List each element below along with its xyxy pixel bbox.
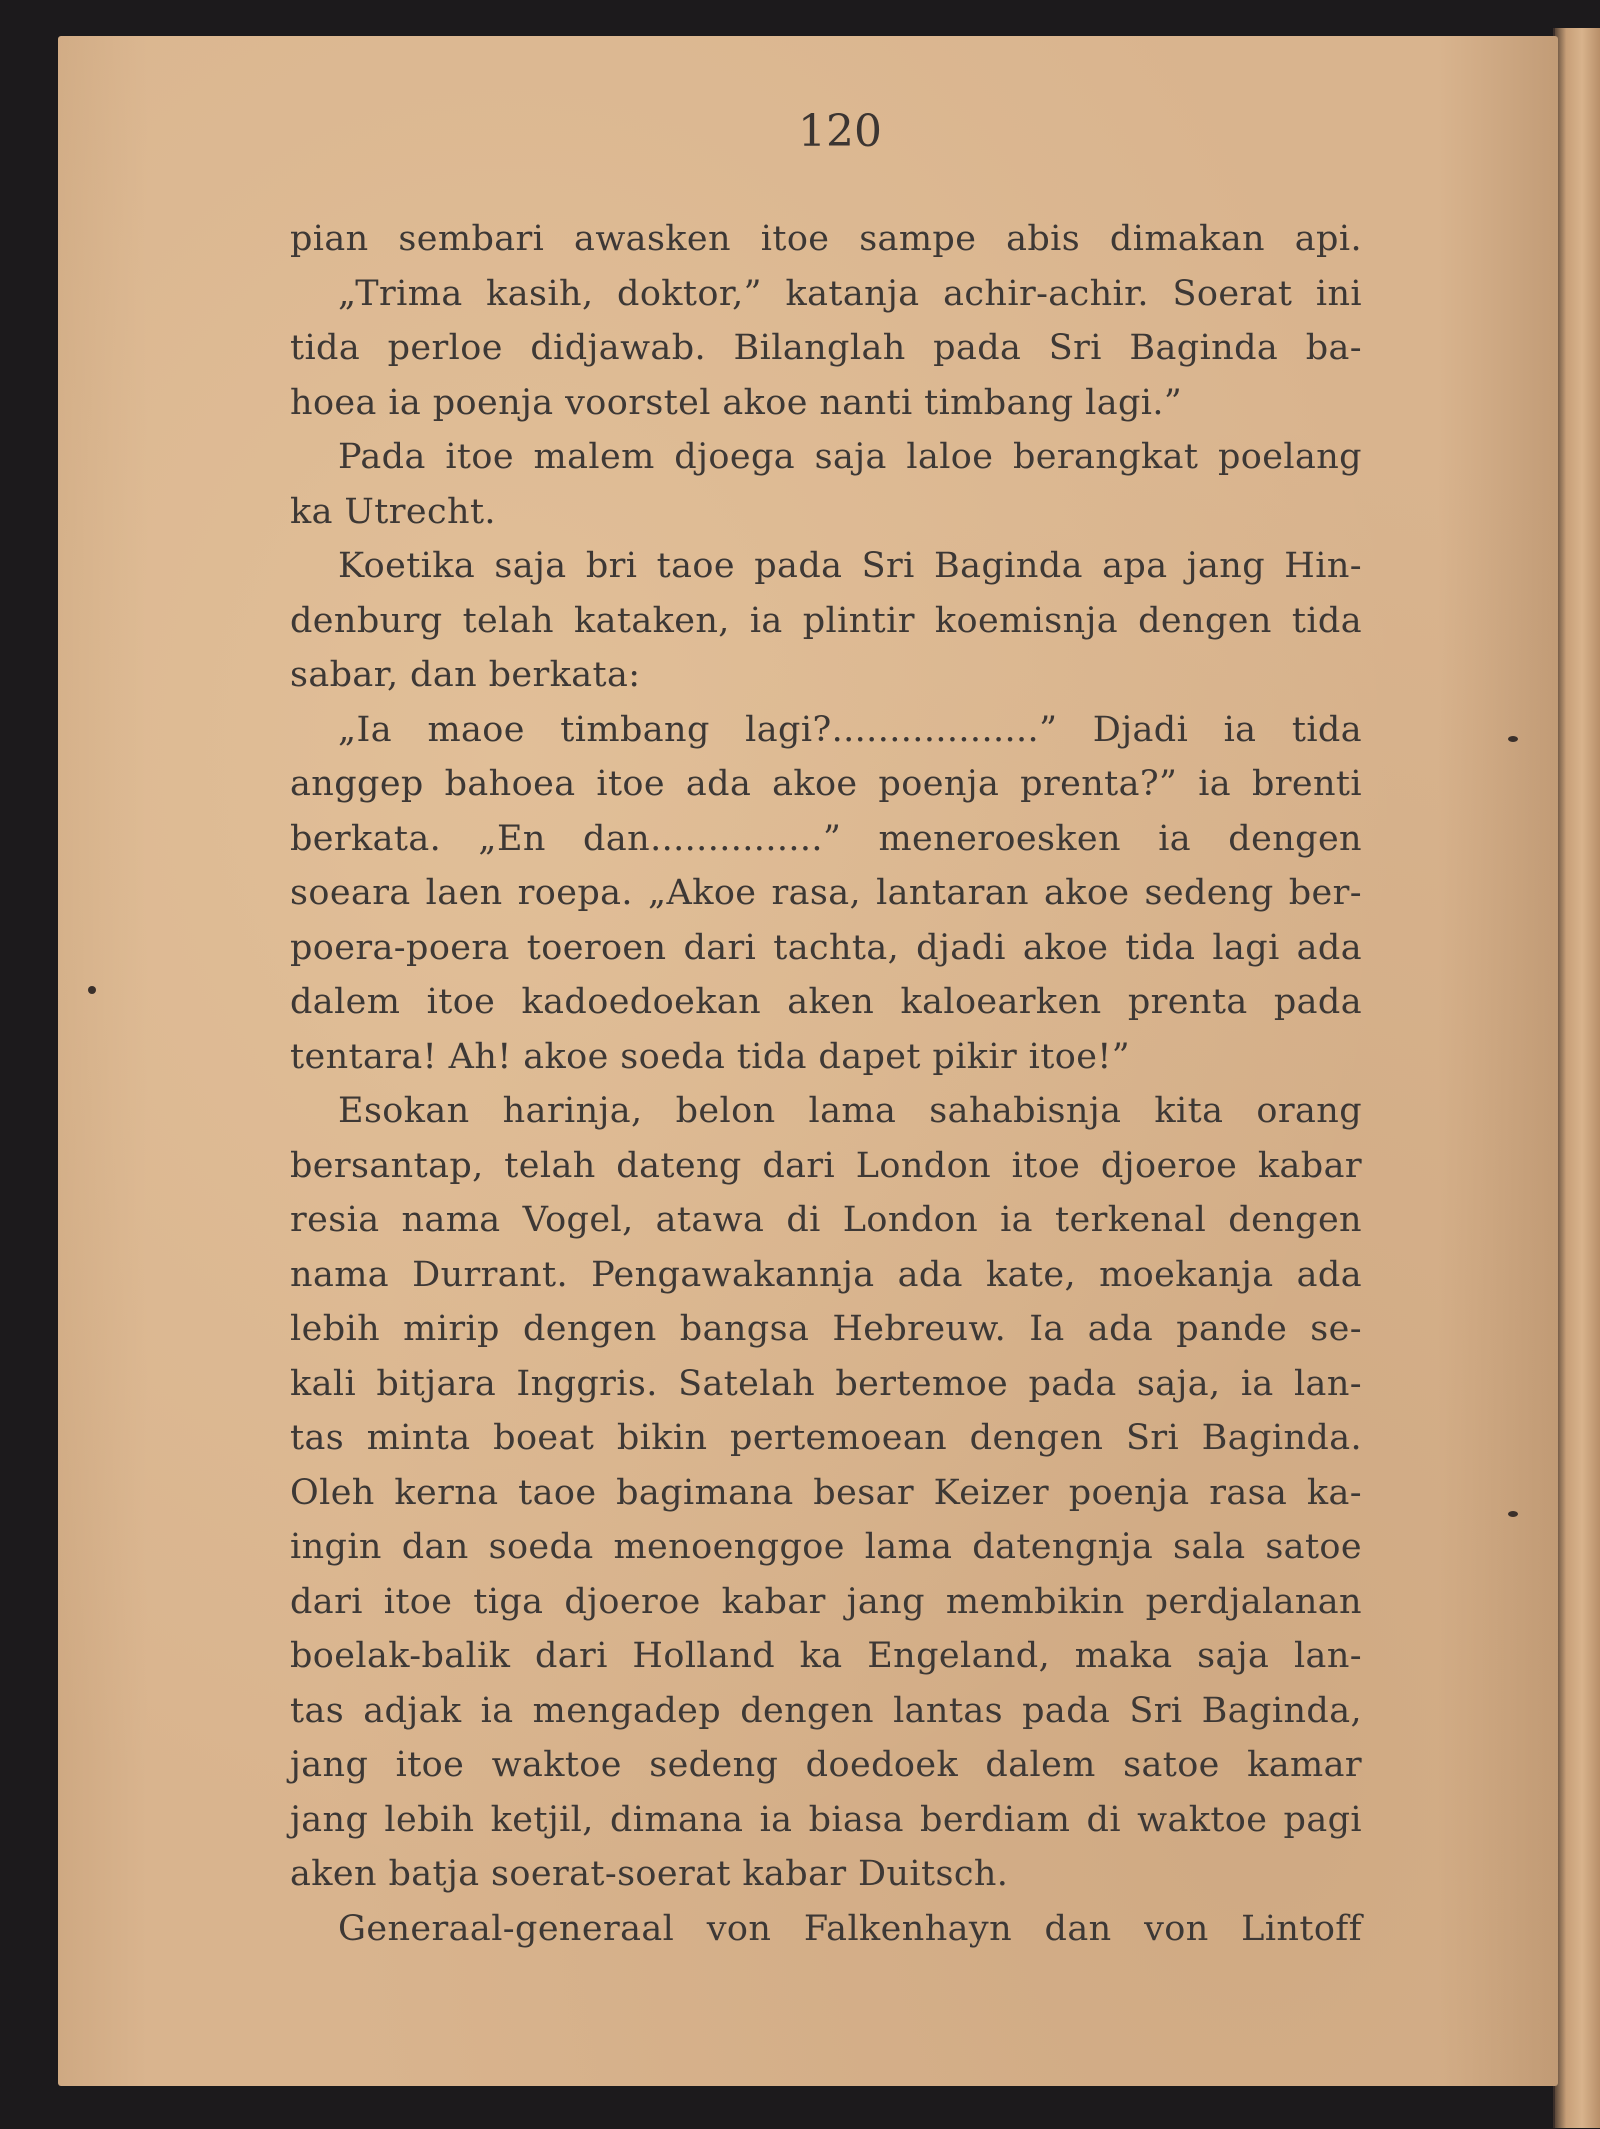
text-line: kali bitjara Inggris. Satelah bertemoe pada saja, ia lan- bbox=[290, 1363, 1362, 1404]
text-line: Pada itoe malem djoega saja laloe berangkat poelang bbox=[338, 437, 1362, 477]
text-line: denburg telah kataken, ia plintir koemisnja dengen tida bbox=[290, 600, 1362, 641]
text-line: soeara laen roepa. „Akoe rasa, lantaran akoe sedeng ber- bbox=[290, 873, 1362, 913]
book-spine bbox=[1555, 28, 1600, 2128]
text-line: jang itoe waktoe sedeng doedoek dalem satoe kamar bbox=[290, 1745, 1362, 1785]
text-line: Generaal-generaal von Falkenhayn dan von Lintoff bbox=[338, 1908, 1362, 1949]
text-line: ingin dan soeda menoenggoe lama datengnja sala satoe bbox=[290, 1527, 1362, 1567]
page-number: 120 bbox=[798, 106, 882, 157]
body-text bbox=[290, 212, 1362, 1956]
paper-speck bbox=[1508, 1511, 1518, 1517]
text-line: boelak-balik dari Holland ka Engeland, maka saja lan- bbox=[290, 1636, 1362, 1676]
text-line: Esokan harinja, belon lama sahabisnja kita orang bbox=[338, 1091, 1362, 1131]
text-line: tida perloe didjawab. Bilanglah pada Sri Baginda ba- bbox=[290, 328, 1362, 368]
text-line: „Ia maoe timbang lagi?..................” Djadi ia tida bbox=[338, 709, 1362, 750]
text-line: poera-poera toeroen dari tachta, djadi akoe tida lagi ada bbox=[290, 927, 1362, 968]
text-line: sabar, dan berkata: bbox=[290, 655, 641, 695]
text-line: nama Durrant. Pengawakannja ada kate, moekanja ada bbox=[290, 1254, 1362, 1295]
text-line: jang lebih ketjil, dimana ia biasa berdiam di waktoe pagi bbox=[290, 1799, 1362, 1840]
text-line: dari itoe tiga djoeroe kabar jang membikin perdjalanan bbox=[290, 1581, 1362, 1622]
text-line: ka Utrecht. bbox=[290, 491, 496, 532]
text-line: tas minta boeat bikin pertemoean dengen Sri Baginda. bbox=[290, 1418, 1362, 1458]
text-line: bersantap, telah dateng dari London itoe djoeroe kabar bbox=[290, 1145, 1362, 1186]
text-line: tentara! Ah! akoe soeda tida dapet pikir itoe!” bbox=[290, 1036, 1131, 1077]
text-line: hoea ia poenja voorstel akoe nanti timbang lagi.” bbox=[290, 382, 1183, 423]
text-line: pian sembari awasken itoe sampe abis dimakan api. bbox=[290, 219, 1362, 259]
text-line: resia nama Vogel, atawa di London ia terkenal dengen bbox=[290, 1200, 1362, 1240]
paper-speck bbox=[1508, 736, 1518, 742]
paper-speck bbox=[88, 986, 96, 994]
text-line: berkata. „En dan...............” meneroesken ia dengen bbox=[290, 818, 1362, 859]
text-line: Oleh kerna taoe bagimana besar Keizer poenja rasa ka- bbox=[290, 1472, 1362, 1513]
text-line: lebih mirip dengen bangsa Hebreuw. Ia ada pande se- bbox=[290, 1309, 1362, 1349]
text-line: anggep bahoea itoe ada akoe poenja prenta?” ia brenti bbox=[290, 764, 1362, 804]
text-line: dalem itoe kadoedoekan aken kaloearken prenta pada bbox=[290, 982, 1362, 1022]
text-line: tas adjak ia mengadep dengen lantas pada Sri Baginda, bbox=[290, 1690, 1362, 1731]
text-line: aken batja soerat-soerat kabar Duitsch. bbox=[290, 1854, 1009, 1894]
text-line: „Trima kasih, doktor,” katanja achir-achir. Soerat ini bbox=[338, 273, 1362, 314]
text-line: Koetika saja bri taoe pada Sri Baginda apa jang Hin- bbox=[338, 546, 1362, 586]
